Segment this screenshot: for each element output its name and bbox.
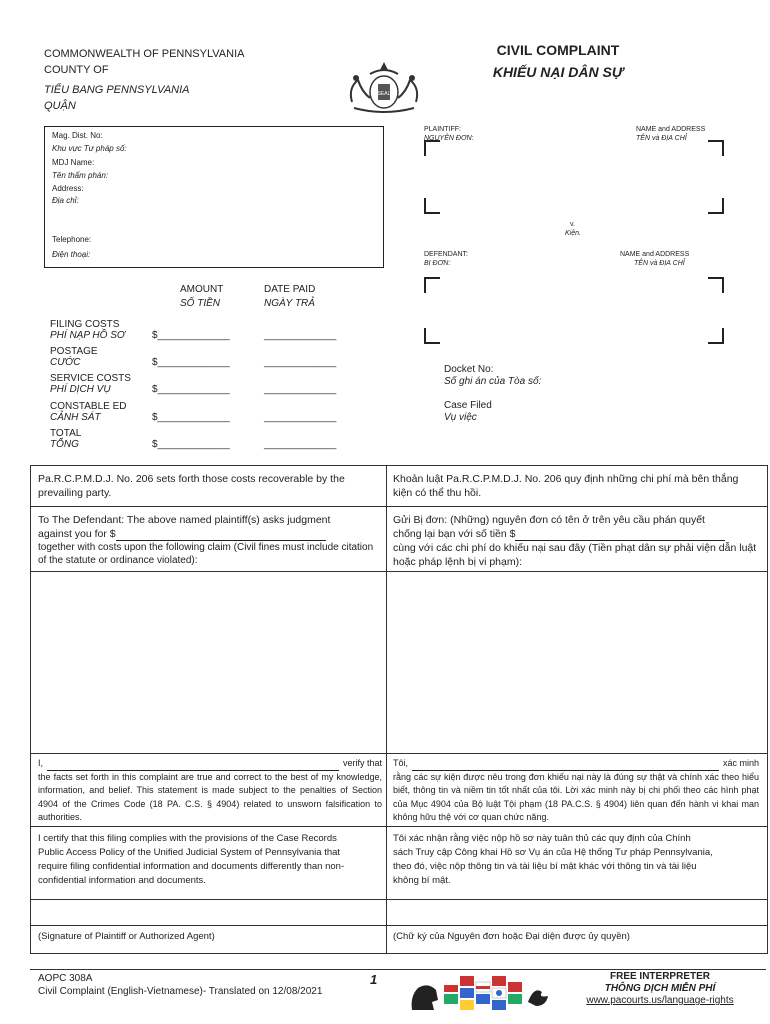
cost-row-label: SERVICE COSTS xyxy=(50,373,131,384)
mag-dist-label-vi: Khu vực Tư pháp số: xyxy=(52,144,127,153)
cost-amount-field[interactable]: $_____________ xyxy=(152,384,230,395)
cost-row-label: CONSTABLE ED xyxy=(50,401,127,412)
address-label-vi: Địa chỉ: xyxy=(52,196,79,205)
cost-date-field[interactable]: _____________ xyxy=(264,384,337,395)
svg-text:SEAL: SEAL xyxy=(377,91,391,97)
form-description: Civil Complaint (English-Vietnamese)- Translated on 12/08/2021 xyxy=(38,986,323,997)
confidentiality-certification-en: I certify that this filing complies with the provisions of the Case Records Public Access Policy of the Unified Judicial System of Pennsylvania that require filing confidential information and documents differently than non-confidential information and documents. xyxy=(38,833,345,886)
signature-caption-en: (Signature of Plaintiff or Authorized Agent) xyxy=(38,931,215,942)
claim-description-area[interactable] xyxy=(31,572,385,752)
defendant-label-vi: BỊ ĐƠN: xyxy=(424,260,451,267)
header-county: COUNTY OF xyxy=(44,64,109,76)
free-interpreter-label-vi: THÔNG DỊCH MIỄN PHÍ xyxy=(604,983,716,994)
cost-amount-field[interactable]: $_____________ xyxy=(152,357,230,368)
plaintiff-name-address-label: NAME and ADDRESS xyxy=(636,126,706,133)
cost-amount-field[interactable]: $_____________ xyxy=(152,439,230,450)
versus-label-vi: Kiện. xyxy=(565,230,581,237)
confidentiality-certification-vi: Tôi xác nhận rằng việc nộp hồ sơ này tuân thủ các quy định của Chính sách Truy cập Công khai Hồ sơ Vụ án của Hệ thống Tư pháp Pennsylvania, theo đó, việc nộp thông tin và tài liệu bí mật khác với thông tin và tài liệu không bí mật. xyxy=(393,833,713,886)
judgment-amount-field[interactable] xyxy=(116,529,326,541)
case-filed-label-vi: Vụ việc xyxy=(444,412,477,423)
docket-label: Docket No: xyxy=(444,364,494,375)
verification-en: I, verify that the facts set forth in this complaint are true and correct to the best of my knowledge, information, and belief. This statement is made subject to the penalties of Section 4904 of the Crimes Code (18 PA. C.S. § 4904) related to unsworn falsification to authorities. xyxy=(38,758,382,822)
signature-caption-vi: (Chữ ký của Nguyên đơn hoặc Đại diện được ủy quyền) xyxy=(393,931,630,942)
cost-row-label-vi: CƯỚC xyxy=(50,357,81,368)
date-paid-header: DATE PAID xyxy=(264,284,316,295)
verifier-name-field[interactable] xyxy=(47,759,339,771)
defendant-name-address-label: NAME and ADDRESS xyxy=(620,251,690,258)
plaintiff-label-vi: NGUYÊN ĐƠN: xyxy=(424,135,474,142)
cost-row-label-vi: PHÍ DỊCH VỤ xyxy=(50,384,111,395)
cost-row-label: TOTAL xyxy=(50,428,82,439)
plaintiff-label: PLAINTIFF: xyxy=(424,126,461,133)
defendant-label: DEFENDANT: xyxy=(424,251,468,258)
costs-rule-en: Pa.R.C.P.M.D.J. No. 206 sets forth those costs recoverable by the prevailing party. xyxy=(38,473,345,499)
language-rights-link[interactable]: www.pacourts.us/language-rights xyxy=(586,995,734,1006)
cost-row-label-vi: CẢNH SÁT xyxy=(50,412,101,423)
versus-label: v. xyxy=(570,221,575,228)
amount-header: AMOUNT xyxy=(180,284,224,295)
verifier-name-field-vi[interactable] xyxy=(412,759,719,771)
judgment-amount-field-vi[interactable] xyxy=(515,529,725,541)
mag-dist-label: Mag. Dist. No: xyxy=(52,131,103,140)
cost-date-field[interactable]: _____________ xyxy=(264,330,337,341)
header-county-vi: QUẬN xyxy=(44,100,76,112)
signature-field-vi[interactable] xyxy=(387,900,765,924)
amount-header-vi: SỐ TIỀN xyxy=(180,298,221,309)
title-en: CIVIL COMPLAINT xyxy=(496,42,620,58)
title-vi: KHIẾU NẠI DÂN SỰ xyxy=(492,64,624,80)
docket-label-vi: Số ghi án của Tòa số: xyxy=(444,376,542,387)
page-number: 1 xyxy=(370,972,378,987)
cost-row-label: POSTAGE xyxy=(50,346,98,357)
plaintiff-name-address-label-vi: TÊN và ĐỊA CHỈ xyxy=(636,135,687,142)
header-commonwealth-vi: TIỂU BANG PENNSYLVANIA xyxy=(44,84,190,96)
telephone-label-vi: Điện thoại: xyxy=(52,250,91,259)
claim-text-vi: Gửi Bị đơn: (Những) nguyên đơn có tên ở trên yêu cầu phán quyết chống lại bạn với số tiền $ cùng với các chi phí do khiếu nại sau đây (Tiền phạt dân sự phải viện dẫn luật hoặc pháp lệnh bị vi phạm): xyxy=(393,514,757,568)
cost-date-field[interactable]: _____________ xyxy=(264,439,337,450)
claim-text-en: To The Defendant: The above named plaintiff(s) asks judgment against you for $ together with costs upon the following claim (Civil fines must include citation of the statute or ordinance violated): xyxy=(38,514,374,566)
cost-date-field[interactable]: _____________ xyxy=(264,357,337,368)
claim-description-area-vi[interactable] xyxy=(387,572,765,752)
case-filed-label: Case Filed xyxy=(444,400,492,411)
signature-field[interactable] xyxy=(31,900,385,924)
telephone-label: Telephone: xyxy=(52,235,92,244)
verification-vi: Tôi, xác minh rằng các sự kiện được nêu trong đơn khiếu nại này là đúng sự thật và chính xác theo hiểu biết, thông tin và niềm tin tốt nhất của tôi. Lời xác minh này bị chi phối theo các hình phạt của Mục 4904 của Bộ luật Tội phạm (18 PA.C.S. § 4904) liên quan đến hành vi khai man không hữu thệ với cơ quan chức năng. xyxy=(393,758,759,822)
cost-row-label: FILING COSTS xyxy=(50,319,120,330)
address-label: Address: xyxy=(52,184,84,193)
cost-date-field[interactable]: _____________ xyxy=(264,412,337,423)
free-interpreter-label: FREE INTERPRETER xyxy=(609,971,710,982)
date-paid-header-vi: NGÀY TRẢ xyxy=(264,298,315,309)
cost-amount-field[interactable]: $_____________ xyxy=(152,412,230,423)
costs-rule-vi: Khoản luật Pa.R.C.P.M.D.J. No. 206 quy định những chi phí mà bên thắng kiện có thể thu hồi. xyxy=(393,473,739,499)
cost-row-label-vi: PHÍ NẠP HỒ SƠ xyxy=(50,330,125,341)
header-commonwealth: COMMONWEALTH OF PENNSYLVANIA xyxy=(44,48,245,60)
pennsylvania-seal-icon xyxy=(340,58,428,114)
mdj-name-label-vi: Tên thẩm phán: xyxy=(52,171,109,180)
mdj-name-label: MDJ Name: xyxy=(52,158,95,167)
cost-row-label-vi: TỔNG xyxy=(50,439,79,450)
defendant-name-address-label-vi: TÊN và ĐỊA CHỈ xyxy=(634,260,685,267)
language-flags-icon xyxy=(408,972,558,1012)
form-id: AOPC 308A xyxy=(38,973,93,984)
cost-amount-field[interactable]: $_____________ xyxy=(152,330,230,341)
